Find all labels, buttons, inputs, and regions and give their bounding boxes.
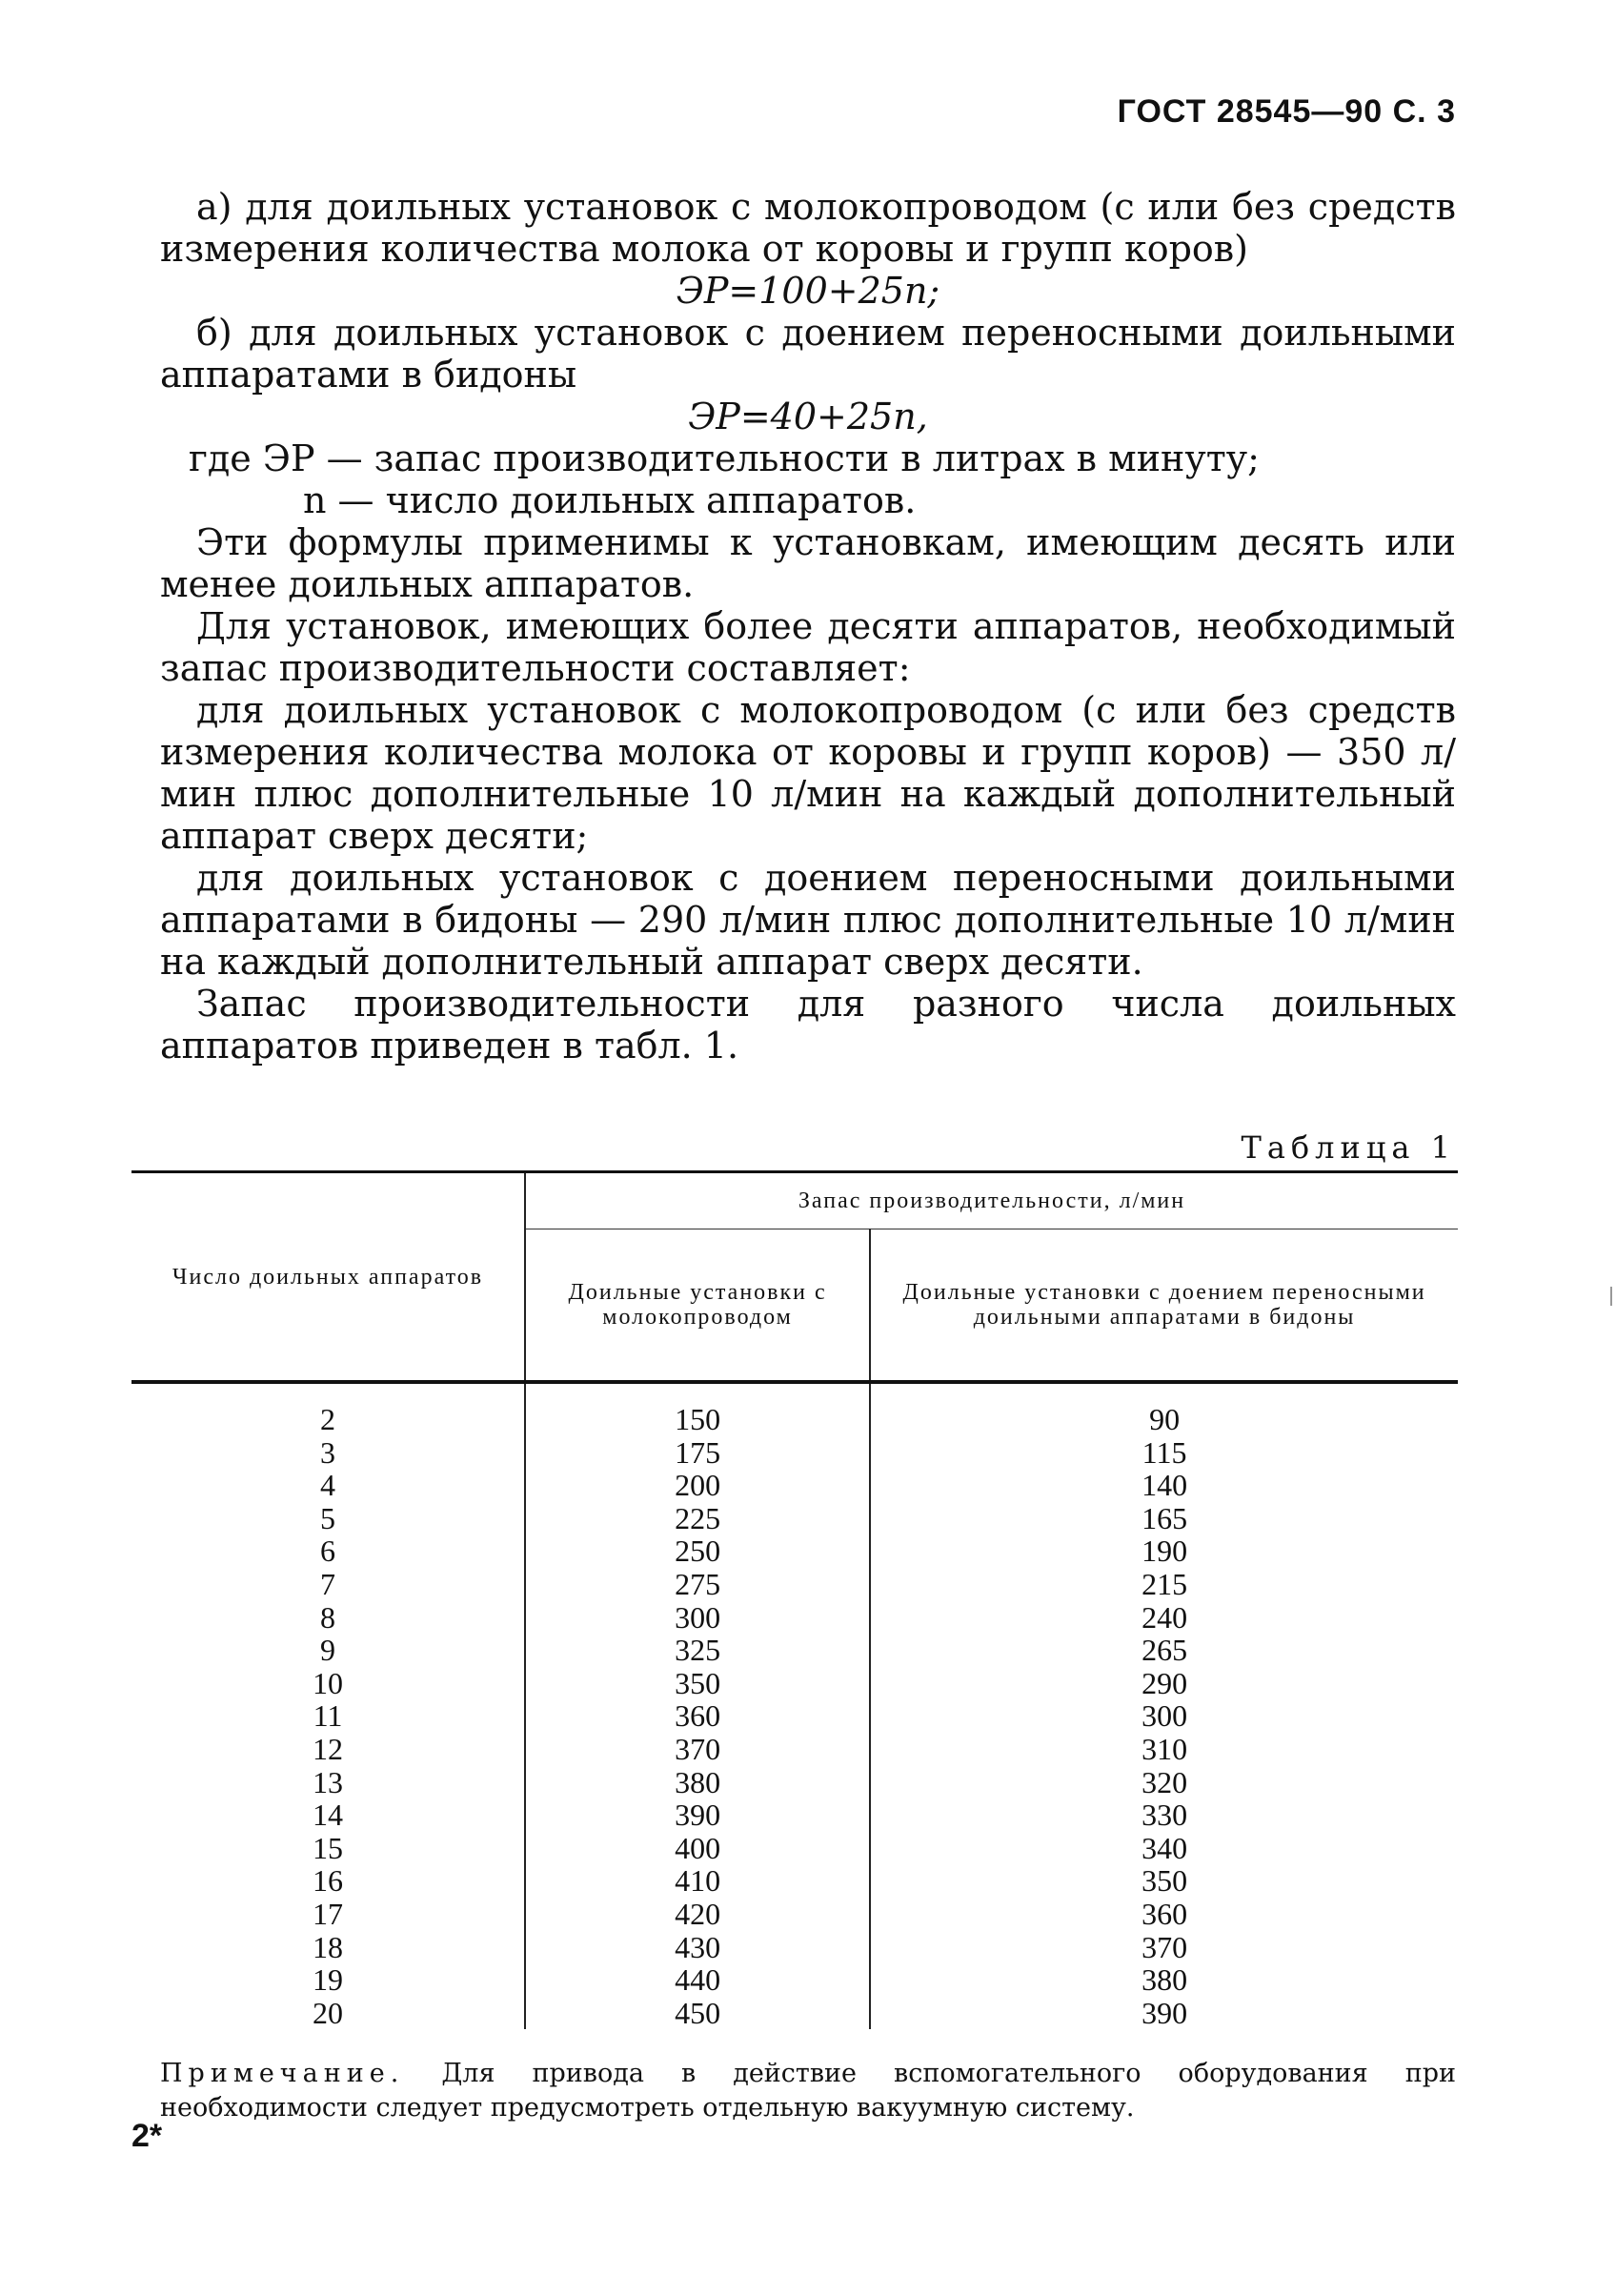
cell-pipeline-capacity: 175	[525, 1436, 870, 1470]
cell-pipeline-capacity: 150	[525, 1382, 870, 1436]
cell-buckets-capacity: 115	[870, 1436, 1458, 1470]
table-row	[131, 1898, 1458, 1931]
cell-buckets-capacity: 240	[870, 1601, 1458, 1635]
table-row	[131, 1469, 1458, 1502]
cell-buckets-capacity: 90	[870, 1382, 1458, 1436]
paragraph-buckets: для доильных установок с доением переносными доильными аппаратами в бидоны — 290 л/мин плюс дополнительные 10 л/мин на каждый дополнительный аппарат сверх десяти.	[160, 857, 1456, 983]
table-row	[131, 1699, 1458, 1733]
cell-machine-count: 19	[313, 1962, 343, 1998]
table-row	[131, 1601, 1458, 1635]
paragraph-reserve: Запас производительности для разного числа доильных аппаратов приведен в табл. 1.	[160, 983, 1456, 1067]
cell-pipeline-capacity: 325	[525, 1634, 870, 1667]
cell-machine-count: 17	[313, 1896, 343, 1931]
cell-pipeline-capacity: 250	[525, 1534, 870, 1568]
paragraph-applicable: Эти формулы применимы к установкам, имеющим десять или менее доильных аппаратов.	[160, 521, 1456, 605]
cell-buckets-capacity: 370	[870, 1931, 1458, 1964]
cell-pipeline-capacity: 350	[525, 1667, 870, 1700]
table-caption: Таблица 1	[1241, 1129, 1456, 1166]
cell-buckets-capacity: 320	[870, 1766, 1458, 1799]
header-machine-count: Число доильных аппаратов	[131, 1172, 525, 1383]
note-label: Примечание.	[160, 2059, 405, 2088]
cell-machine-count: 16	[313, 1863, 343, 1899]
table-note	[160, 2057, 1456, 2125]
table-body	[131, 1382, 1458, 2029]
table-row	[131, 1798, 1458, 1832]
cell-buckets-capacity: 140	[870, 1469, 1458, 1502]
note-text: Для привода в действие вспомогательного оборудования при необходимости следует предусмотреть отдельную вакуумную систему.	[160, 2059, 1456, 2123]
paragraph-pipeline: для доильных установок с молокопроводом (с или без средств измерения количества молока от коровы и групп коров) — 350 л/мин плюс дополнительные 10 л/мин на каждый дополнительный аппарат сверх десяти;	[160, 689, 1456, 857]
formula-a: ЭР=100+25n;	[676, 270, 940, 312]
cell-machine-count: 14	[313, 1798, 343, 1833]
signature-mark: 2*	[131, 2118, 163, 2154]
cell-pipeline-capacity: 450	[525, 1997, 870, 2030]
where-definition-n: n — число доильных аппаратов.	[303, 479, 917, 521]
table-row	[131, 1534, 1458, 1568]
cell-pipeline-capacity: 440	[525, 1963, 870, 1997]
table-row	[131, 1832, 1458, 1865]
table-row	[131, 1766, 1458, 1799]
cell-pipeline-capacity: 410	[525, 1864, 870, 1898]
cell-buckets-capacity: 340	[870, 1832, 1458, 1865]
cell-machine-count: 3	[320, 1434, 335, 1470]
paragraph-b: б) для доильных установок с доением переносными доильными аппаратами в бидоны	[160, 312, 1456, 396]
cell-pipeline-capacity: 370	[525, 1733, 870, 1766]
cell-pipeline-capacity: 300	[525, 1601, 870, 1635]
cell-machine-count: 13	[313, 1764, 343, 1799]
cell-machine-count: 4	[320, 1468, 335, 1503]
cell-buckets-capacity: 360	[870, 1898, 1458, 1931]
cell-machine-count: 15	[313, 1830, 343, 1865]
table-row	[131, 1963, 1458, 1997]
header-buckets: Доильные установки с доением переносными доильными аппаратами в бидоны	[870, 1229, 1458, 1383]
cell-pipeline-capacity: 275	[525, 1568, 870, 1601]
table-row	[131, 1502, 1458, 1535]
capacity-table	[131, 1170, 1458, 2029]
cell-machine-count: 6	[320, 1534, 335, 1569]
cell-machine-count: 9	[320, 1633, 335, 1668]
cell-buckets-capacity: 300	[870, 1699, 1458, 1733]
cell-machine-count: 7	[320, 1566, 335, 1601]
margin-mark	[1610, 1287, 1612, 1306]
cell-machine-count: 11	[313, 1698, 343, 1734]
cell-pipeline-capacity: 380	[525, 1766, 870, 1799]
cell-machine-count: 5	[320, 1500, 335, 1535]
cell-buckets-capacity: 310	[870, 1733, 1458, 1766]
table-row	[131, 1568, 1458, 1601]
table-row	[131, 1997, 1458, 2030]
cell-buckets-capacity: 165	[870, 1502, 1458, 1535]
table-row	[131, 1733, 1458, 1766]
cell-buckets-capacity: 190	[870, 1534, 1458, 1568]
table-row	[131, 1667, 1458, 1700]
cell-pipeline-capacity: 420	[525, 1898, 870, 1931]
cell-machine-count: 18	[313, 1929, 343, 1964]
cell-buckets-capacity: 350	[870, 1864, 1458, 1898]
table-row	[131, 1634, 1458, 1667]
cell-buckets-capacity: 290	[870, 1667, 1458, 1700]
table-row	[131, 1864, 1458, 1898]
cell-buckets-capacity: 265	[870, 1634, 1458, 1667]
table-row	[131, 1382, 1458, 1436]
cell-machine-count: 10	[313, 1665, 343, 1700]
table-row	[131, 1931, 1458, 1964]
cell-pipeline-capacity: 360	[525, 1699, 870, 1733]
cell-pipeline-capacity: 200	[525, 1469, 870, 1502]
header-pipeline: Доильные установки с молокопроводом	[525, 1229, 870, 1383]
paragraph-a: а) для доильных установок с молокопроводом (с или без средств измерения количества молока от коровы и групп коров)	[160, 186, 1456, 270]
body-text	[160, 186, 1456, 1067]
cell-pipeline-capacity: 430	[525, 1931, 870, 1964]
cell-pipeline-capacity: 390	[525, 1798, 870, 1832]
cell-machine-count: 8	[320, 1599, 335, 1635]
header-capacity-group: Запас производительности, л/мин	[525, 1172, 1458, 1229]
table-row	[131, 1436, 1458, 1470]
cell-machine-count: 2	[320, 1402, 335, 1436]
cell-pipeline-capacity: 225	[525, 1502, 870, 1535]
cell-buckets-capacity: 380	[870, 1963, 1458, 1997]
cell-machine-count: 20	[313, 1995, 343, 2030]
page-header: ГОСТ 28545—90 С. 3	[1117, 93, 1456, 130]
cell-buckets-capacity: 215	[870, 1568, 1458, 1601]
where-definition-er: где ЭР — запас производительности в литрах в минуту;	[189, 437, 1260, 479]
cell-pipeline-capacity: 400	[525, 1832, 870, 1865]
cell-machine-count: 12	[313, 1731, 343, 1766]
cell-buckets-capacity: 330	[870, 1798, 1458, 1832]
formula-b: ЭР=40+25n,	[688, 396, 928, 437]
paragraph-more: Для установок, имеющих более десяти аппаратов, необходимый запас производительности составляет:	[160, 605, 1456, 689]
cell-buckets-capacity: 390	[870, 1997, 1458, 2030]
